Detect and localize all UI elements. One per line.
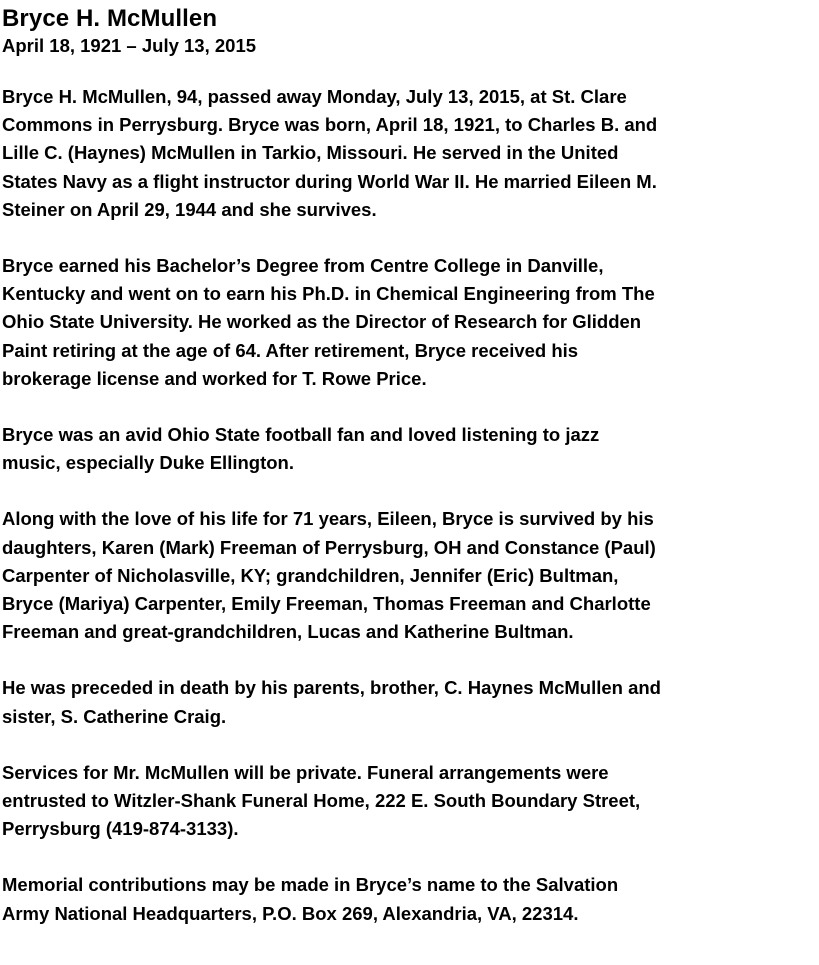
obituary-document <box>2 4 817 956</box>
paragraph-survivors: Along with the love of his life for 71 years, Eileen, Bryce is survived by his daughters, Karen (Mark) Freeman of Perrysburg, OH and Constance (Paul) Carpenter of Nicholasville, KY; grandchildren, Jennifer (Eric) Bultman, Bryce (Mariya) Carpenter, Emily Freeman, Thomas Freeman and Charlotte Freeman and great-grandchildren, Lucas and Katherine Bultman. <box>2 508 656 643</box>
life-dates: April 18, 1921 – July 13, 2015 <box>2 35 257 56</box>
paragraph-education-career: Bryce earned his Bachelor’s Degree from Centre College in Danville, Kentucky and went on to earn his Ph.D. in Chemical Engineering from The Ohio State University. He worked as the Director of Research for Glidden Paint retiring at the age of 64. After retirement, Bryce received his brokerage license and worked for T. Rowe Price. <box>2 255 655 389</box>
paragraph-biography: Bryce H. McMullen, 94, passed away Monday, July 13, 2015, at St. Clare Commons in Perrysburg. Bryce was born, April 18, 1921, to Charles B. and Lille C. (Haynes) McMullen in Tarkio, Missouri. He served in the United States Navy as a flight instructor during World War II. He married Eileen M. Steiner on April 29, 1944 and she survives. <box>2 86 658 220</box>
paragraph-services: Services for Mr. McMullen will be private. Funeral arrangements were entrusted to Witzler-Shank Funeral Home, 222 E. South Boundary Street, Perrysburg (419-874-3133). <box>2 761 641 840</box>
paragraph-preceded-in-death: He was preceded in death by his parents, brother, C. Haynes McMullen and sister, S. Catherine Craig. <box>2 677 661 727</box>
paragraph-memorial-contributions: Memorial contributions may be made in Bryce’s name to the Salvation Army National Headquarters, P.O. Box 269, Alexandria, VA, 22314. <box>2 874 619 924</box>
obituary-title: Bryce H. McMullen <box>2 5 218 32</box>
paragraph-interests: Bryce was an avid Ohio State football fan and loved listening to jazz music, especially Duke Ellington. <box>2 424 600 474</box>
